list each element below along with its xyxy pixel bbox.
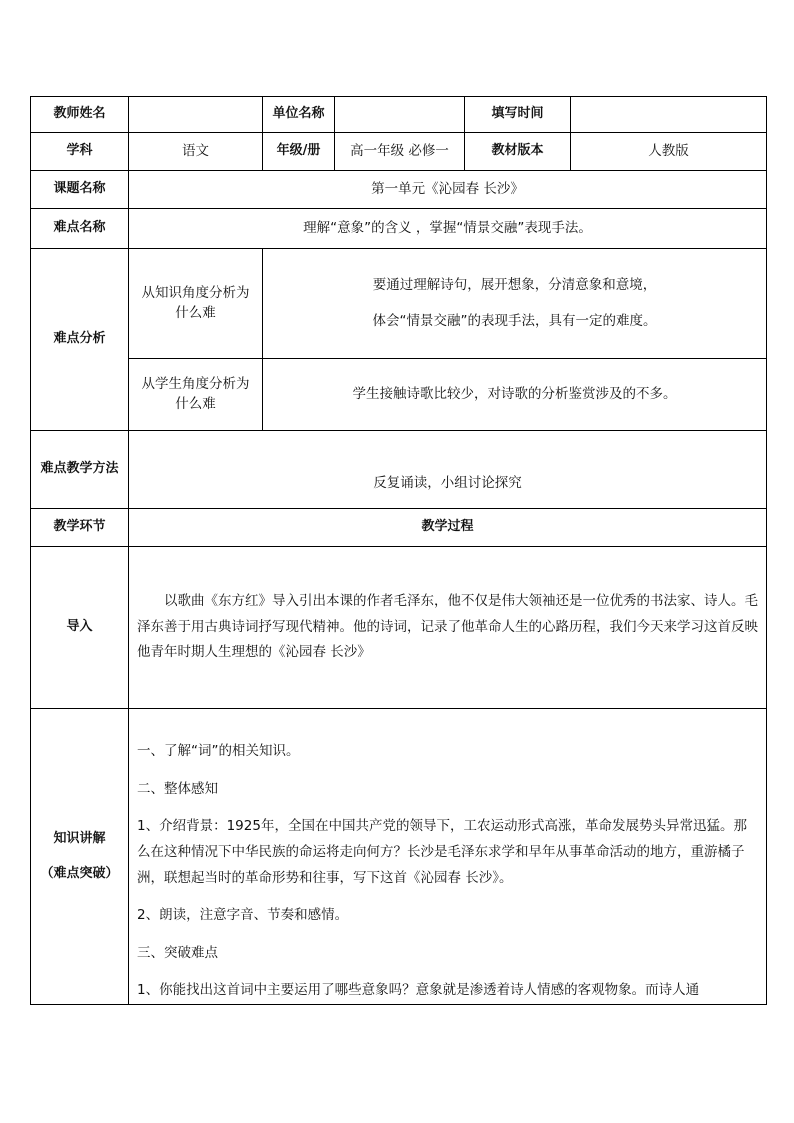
intro-row — [31, 547, 767, 709]
difficulty-row — [31, 209, 767, 249]
knowledge-p5: 三、突破难点 — [137, 944, 218, 961]
difficulty-label: 难点名称 — [31, 209, 129, 249]
fill-time-field[interactable] — [571, 97, 767, 133]
process-header-row — [31, 509, 767, 547]
teacher-name-label: 教师姓名 — [31, 97, 129, 133]
process-header-label: 教学过程 — [129, 509, 767, 547]
subject-label: 学科 — [31, 133, 129, 171]
method-value: 反复诵读，小组讨论探究 — [129, 431, 767, 509]
grade-label: 年级/册 — [263, 133, 335, 171]
analysis-student-row — [31, 359, 767, 431]
difficulty-value: 理解“意象”的含义 ，掌握“情景交融”表现手法。 — [129, 209, 767, 249]
intro-text: 以歌曲《东方红》导入引出本课的作者毛泽东，他不仅是伟大领袖还是一位优秀的书法家、诗人。毛泽东善于用古典诗词抒写现代精神。他的诗词，记录了他革命人生的心路历程，我们今天来学习这首反映他青年时期人生理想的《沁园春 长沙》 — [137, 593, 758, 661]
stage-header-label: 教学环节 — [31, 509, 129, 547]
knowledge-sublabel: （难点突破） — [40, 865, 119, 881]
method-row — [31, 431, 767, 509]
fill-time-label: 填写时间 — [465, 97, 571, 133]
course-info-row — [31, 133, 767, 171]
intro-label: 导入 — [31, 547, 129, 709]
student-angle-value: 学生接触诗歌比较少，对诗歌的分析鉴赏涉及的不多。 — [263, 359, 767, 431]
knowledge-angle-value — [263, 249, 767, 359]
intro-content — [129, 547, 767, 709]
analysis-label: 难点分析 — [31, 249, 129, 431]
edition-label: 教材版本 — [465, 133, 571, 171]
teacher-name-field[interactable] — [129, 97, 263, 133]
unit-name-field[interactable] — [335, 97, 465, 133]
knowledge-p3: 1、介绍背景：1925年，全国在中国共产党的领导下，工农运动形式高涨，革命发展势头异常迅猛。那么在这种情况下中华民族的命运将走向何方？长沙是毛泽东求学和早年从事革命活动的地方，重游橘子洲，联想起当时的革命形势和往事，写下这首《沁园春 长沙》。 — [137, 818, 747, 886]
knowledge-p2: 二、整体感知 — [137, 780, 218, 797]
knowledge-angle-label: 从知识角度分析为什么难 — [129, 249, 263, 359]
knowledge-label-cell — [31, 709, 129, 1005]
knowledge-p4: 2、朗读，注意字音、节奏和感情。 — [137, 907, 349, 924]
edition-value: 人教版 — [571, 133, 767, 171]
knowledge-p6: 1、你能找出这首词中主要运用了哪些意象吗？意象就是渗透着诗人情感的客观物象。而诗人通 — [137, 982, 700, 999]
knowledge-label: 知识讲解 — [53, 830, 106, 846]
knowledge-row — [31, 709, 767, 1005]
knowledge-angle-line-1: 要通过理解诗句，展开想象，分清意象和意境， — [372, 277, 657, 294]
grade-value: 高一年级 必修一 — [335, 133, 465, 171]
knowledge-angle-line-2: 体会“情景交融”的表现手法，具有一定的难度。 — [372, 312, 657, 329]
method-label: 难点教学方法 — [31, 431, 129, 509]
knowledge-content — [129, 709, 767, 1005]
lesson-plan-table — [30, 96, 767, 1005]
header-row — [31, 97, 767, 133]
student-angle-label: 从学生角度分析为什么难 — [129, 359, 263, 431]
topic-value: 第一单元《沁园春 长沙》 — [129, 171, 767, 209]
topic-row — [31, 171, 767, 209]
unit-name-label: 单位名称 — [263, 97, 335, 133]
topic-label: 课题名称 — [31, 171, 129, 209]
subject-value: 语文 — [129, 133, 263, 171]
analysis-knowledge-row — [31, 249, 767, 359]
knowledge-p1: 一、了解“词”的相关知识。 — [137, 743, 300, 759]
